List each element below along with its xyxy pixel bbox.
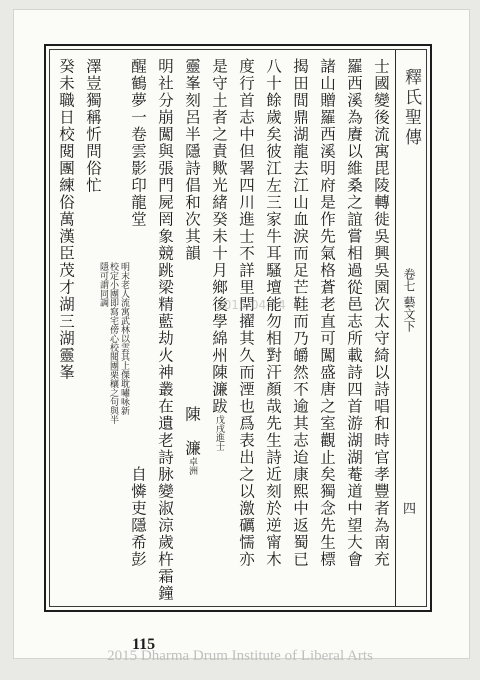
gutter-section: 卷七 藝文下 (402, 268, 416, 332)
text-column: 醒鶴夢一卷雲影印龍堂 (129, 58, 147, 228)
watermark-credit: 2015 Dharma Drum Institute of Liberal Arts (107, 648, 373, 664)
date-note: 戊戌進士 (214, 415, 224, 451)
author-line (183, 406, 201, 475)
author-name: 陳 濂 (183, 406, 201, 457)
page-gutter (395, 50, 426, 606)
gutter-title: 釋氏聖傳 (401, 68, 421, 148)
text-column: 諸山贈羅西溪明府是作先氣格蒼老直可闖盛唐之室觀止矣獨念先生標 (318, 58, 336, 568)
text-column: 癸未職日校閱團練俗萬漢臣茂才湖三湖靈峯 (57, 58, 75, 381)
watermark-date: 2015-04-14 (216, 298, 286, 312)
small-text: 校定小團即寫宅傍心校閱團栗穰之句與半隱可謂同調 (98, 262, 118, 424)
text-column: 羅西溪為賡以維桑之誼嘗相過從邑志所載詩四首游湖湖菴道中望大會 (345, 58, 363, 568)
text-column: 靈峯刻呂半隱詩倡和次其韻 (183, 58, 201, 262)
text-frame (44, 44, 432, 612)
text-column-tail: 自憐吏隱希彭 (129, 466, 147, 568)
text-column: 八十餘歲矣彼江左三家牛耳騷壇能勿相對汗顏哉先生詩近刻於逆甯木 (264, 58, 282, 568)
folio-number: 115 (132, 636, 156, 653)
small-text: 明末老人流寓武林以雲其上傑耽嘯咏新 (119, 262, 129, 415)
author-note: 卓洲 (187, 457, 197, 475)
text-column: 明社分崩闖與張門屍罔象競跳梁精藍劫火神叢在遺老詩脉變淑涼歲杵霜鐘 (156, 58, 174, 602)
text-column: 士國變後流寓毘陵轉徙吳興吳園次太守綺以詩唱和時官孝豐者為南充 (372, 58, 390, 568)
text-column: 澤豈獨稱忻問俗忙 (84, 58, 102, 194)
text-column: 是守土者之責歟光緒癸未十月鄉後學綿州陳濂跋戊戌進士 (210, 58, 228, 451)
text-column: 揭田間鼎湖龍去江山血淚而足芒鞋而乃皭然不逾其志迨康熙中返蜀已 (291, 58, 309, 568)
gutter-page-number: 四 (403, 502, 417, 517)
book-page (14, 10, 469, 658)
text-column: 度行首志中但署四川進士不詳里閈擢其久而湮也爲表出之以激礪懦亦 (237, 58, 255, 568)
